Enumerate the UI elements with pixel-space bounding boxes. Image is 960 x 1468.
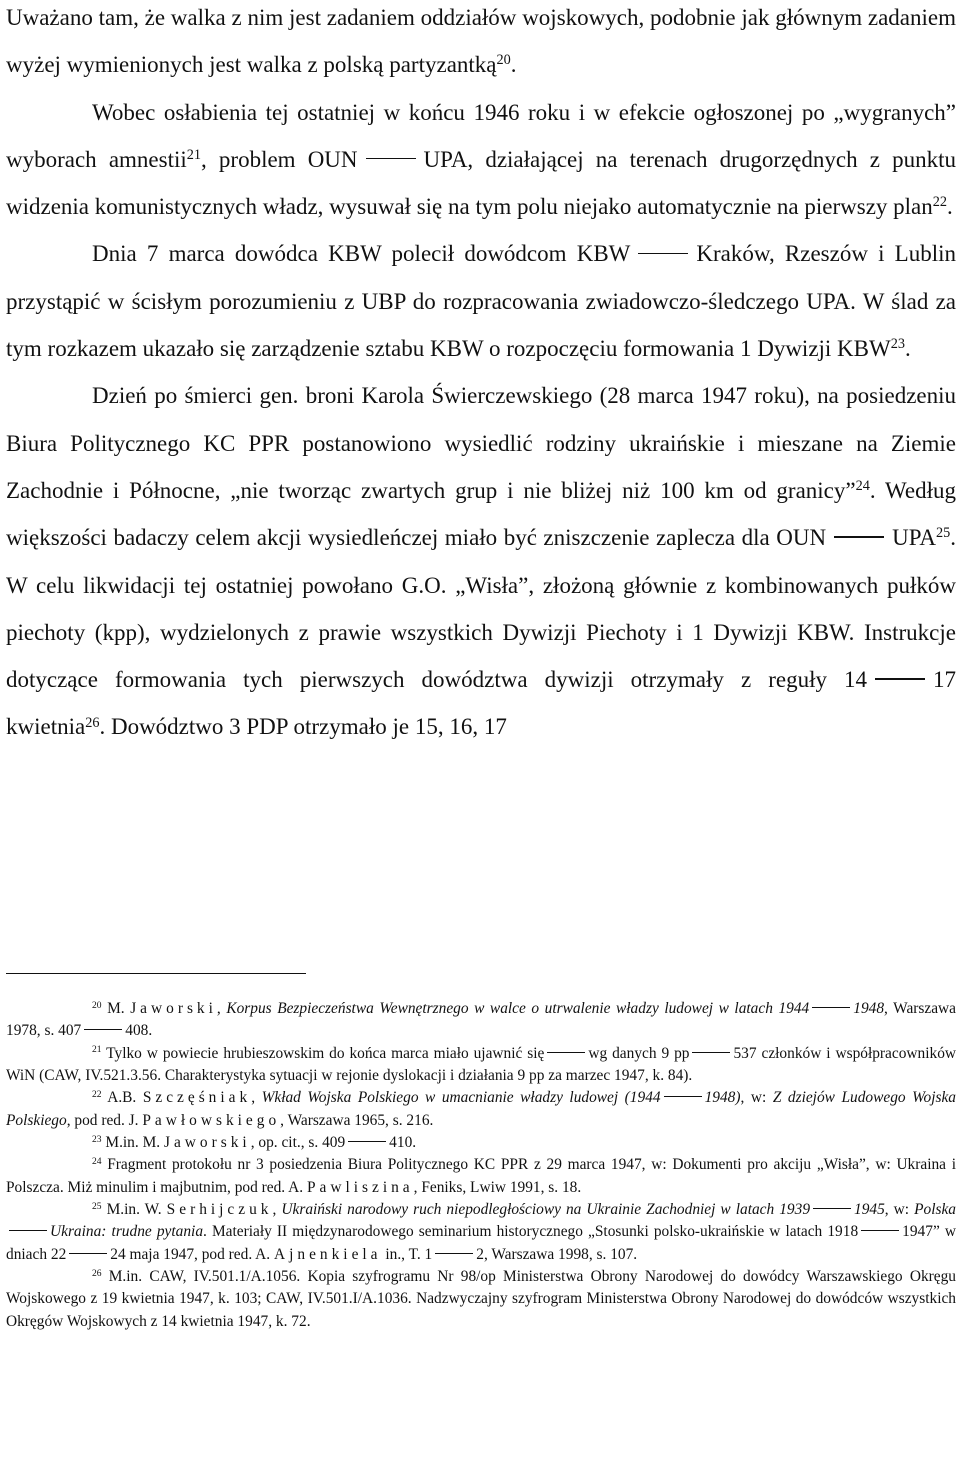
footnote-text: Fragment protokołu nr 3 posiedzenia Biura Politycznego KC PPR z 29 marca 1947, w: Dokumenti pro akciju „Wisła”, w: Ukraina i Polszcza. Miż minulim i majbutnim, pod red. A. xyxy=(6,1156,956,1196)
footnote-text: in., T. 1 xyxy=(381,1245,433,1263)
paragraph-text: . xyxy=(510,52,517,78)
paragraph-text: 17 kwietnia xyxy=(6,667,956,740)
footnote-author: Serhijczuk xyxy=(166,1201,273,1219)
footnote-23 xyxy=(6,1132,956,1154)
footnote-title: Ukraina: trudne pytania xyxy=(50,1223,204,1241)
footnote-text: , xyxy=(251,1089,262,1107)
footnote-number: 26 xyxy=(92,1267,102,1279)
footnote-text: M.in. M. xyxy=(101,1134,164,1152)
footnote-text: M.in. CAW, IV.501.1/A.1056. Kopia szyfrogramu Nr 98/op Ministerstwa Obrony Narodowej do dowódcy Warszawskiego Okręgu Wojskowego z 19 kwietnia 1947, k. 103; CAW, IV.501.I/A.1036. Nadzwyczajny szyfrogram Ministerstwa Obrony Narodowej do dowódców wszystkich Okręgów Wojskowych z 14 kwietnia 1947, k. 72. xyxy=(6,1268,956,1330)
paragraph-1 xyxy=(6,0,956,89)
footnote-title: Ukraiński narodowy ruch niepodległościowy na Ukrainie Zachodniej w latach 1939 xyxy=(281,1201,811,1219)
footnote-text: 2, Warszawa 1998, s. 107. xyxy=(476,1245,638,1263)
footnote-editor: Pawłowskiego xyxy=(142,1111,281,1129)
footnote-21 xyxy=(6,1043,956,1088)
footnote-ref-25[interactable]: 25 xyxy=(936,525,951,542)
footnote-title: Korpus Bezpieczeństwa Wewnętrznego w walce o utrwalenie władzy ludowej w latach 1944 xyxy=(226,1000,810,1017)
em-dash xyxy=(366,158,416,159)
em-dash xyxy=(813,1208,851,1209)
footnote-editor: Pawliszina xyxy=(306,1178,414,1196)
paragraph-text: . Według większości badaczy celem akcji wysiedleńczej miało być zniszczenie zaplecza dla OUN xyxy=(6,477,956,551)
footnote-text: , w: xyxy=(740,1089,773,1107)
em-dash xyxy=(9,1230,47,1231)
footnote-text: M. xyxy=(101,1000,131,1017)
paragraph-text: . Dowództwo 3 PDP otrzymało je 15, 16, 17 xyxy=(99,714,507,740)
paragraph-text: Wobec osłabienia tej ostatniej w końcu 1946 roku i w efekcie ogłoszonej po „wygranych” wyborach amnestii xyxy=(6,99,956,172)
footnote-editor: Ajnenkiela xyxy=(273,1245,382,1263)
em-dash xyxy=(834,536,884,537)
footnote-text: Tylko w powiecie hrubieszowskim do końca marca miało ujawnić się xyxy=(101,1044,545,1062)
footnote-number: 25 xyxy=(92,1200,102,1212)
paragraph-text: Dzień po śmierci gen. broni Karola Świerczewskiego (28 marca 1947 roku), na posiedzeniu Biura Politycznego KC PPR postanowiono wysiedlić rodziny ukraińskie i mieszane na Ziemie Zachodnie i Północne, „nie tworząc zwartych grup i nie bliżej niż 100 km od granicy” xyxy=(6,383,956,503)
footnote-text: 24 maja 1947, pod red. A. xyxy=(110,1245,274,1263)
paragraph-text: . xyxy=(904,336,911,362)
footnote-number: 22 xyxy=(92,1089,102,1101)
footnote-text: M.in. W. xyxy=(101,1201,167,1219)
paragraph-text: , problem OUN xyxy=(201,146,358,172)
footnote-22 xyxy=(6,1087,956,1132)
footnote-ref-21[interactable]: 21 xyxy=(186,147,202,164)
footnote-25 xyxy=(6,1199,956,1266)
document-page xyxy=(6,0,957,1330)
paragraph-text: UPA, działającej na terenach drugorzędnych z punktu widzenia komunistycznych władz, wysuwał się na tym polu niejako automatycznie na pierwszy plan xyxy=(6,146,956,220)
footnote-text: , w: xyxy=(884,1201,915,1219)
footnote-title: 1948 xyxy=(853,1000,885,1017)
paragraph-text: Dnia 7 marca dowódca KBW polecił dowódcom KBW xyxy=(92,241,631,267)
footnote-ref-20[interactable]: 20 xyxy=(496,52,511,69)
footnotes xyxy=(6,998,956,1333)
em-dash xyxy=(84,1029,122,1030)
footnote-26 xyxy=(6,1266,956,1333)
footnote-text: , pod red. J. xyxy=(66,1111,143,1129)
footnote-ref-24[interactable]: 24 xyxy=(855,478,870,495)
paragraph-text: Kraków, Rzeszów i Lublin przystąpić w ścisłym porozumieniu z UBP do rozpracowania zwiadowczo-śledczego UPA. W ślad za tym rozkazem ukazało się zarządzenie sztabu KBW o rozpoczęciu formowania 1 Dywizji KBW xyxy=(6,241,957,362)
footnote-text: wg danych 9 pp xyxy=(588,1044,690,1062)
body-text xyxy=(6,0,956,751)
paragraph-text: UPA xyxy=(892,525,936,551)
footnote-number: 21 xyxy=(92,1044,102,1056)
footnote-text: . Materiały II międzynarodowego seminarium historycznego „Stosunki polsko-ukraińskie w latach 1918 xyxy=(203,1223,859,1241)
footnote-text: , xyxy=(216,1000,227,1017)
footnote-title: Wkład Wojska Polskiego w umacnianie władzy ludowej (1944 xyxy=(261,1089,661,1107)
footnote-20 xyxy=(6,998,956,1043)
footnote-separator xyxy=(6,973,306,974)
footnote-title: Polska xyxy=(914,1201,956,1219)
footnote-text: , op. cit., s. 409 xyxy=(250,1134,346,1152)
footnote-text: , Warszawa 1965, s. 216. xyxy=(280,1111,434,1129)
em-dash xyxy=(638,253,688,254)
footnote-number: 20 xyxy=(92,999,102,1011)
footnote-24 xyxy=(6,1154,956,1199)
paragraph-4 xyxy=(6,372,956,750)
em-dash xyxy=(547,1052,585,1053)
footnote-text: A.B. xyxy=(101,1089,143,1107)
footnote-title: Z dziejów Ludowego Wojska Polskiego xyxy=(6,1089,956,1129)
em-dash xyxy=(69,1253,107,1254)
footnote-ref-22[interactable]: 22 xyxy=(932,194,948,211)
footnote-author: Jaworski xyxy=(163,1134,251,1152)
paragraph-text: Uważano tam, że walka z nim jest zadaniem oddziałów wojskowych, podobnie jak głównym zadaniem wyżej wymienionych jest walka z polską partyzantką xyxy=(6,5,956,78)
footnote-author: Jaworski xyxy=(130,1000,217,1017)
footnote-number: 23 xyxy=(92,1133,102,1145)
footnote-text: 1947” w dniach 22 xyxy=(6,1223,957,1263)
footnote-author: Szczęśniak xyxy=(142,1089,252,1107)
paragraph-2 xyxy=(6,89,956,231)
footnote-title: 1948) xyxy=(704,1089,741,1107)
footnote-text: , Warszawa 1978, s. 407 xyxy=(6,1000,957,1040)
footnote-text: , xyxy=(272,1201,282,1219)
footnote-text: 410. xyxy=(389,1134,417,1152)
em-dash xyxy=(692,1052,730,1053)
footnote-text: 537 członków i współpracowników WiN (CAW, IV.521.3.56. Charakterystyka sytuacji w rejonie dyslokacji i działania 9 pp za marzec 1947, k. 84). xyxy=(6,1044,957,1085)
footnote-text: , Feniks, Lwiw 1991, s. 18. xyxy=(413,1178,582,1196)
em-dash xyxy=(435,1253,473,1254)
footnote-number: 24 xyxy=(92,1156,102,1168)
footnote-text: 408. xyxy=(125,1022,153,1040)
paragraph-text: . xyxy=(947,194,953,220)
footnote-ref-26[interactable]: 26 xyxy=(85,714,100,731)
paragraph-3 xyxy=(6,230,956,372)
em-dash xyxy=(861,1230,899,1231)
paragraph-text: . W celu likwidacji tej ostatniej powołano G.O. „Wisła”, złożoną głównie z kombinowanych pułków piechoty (kpp), wydzielonych z prawie wszystkich Dywizji Piechoty i 1 Dywizji KBW. Instrukcje dotyczące formowania tych pierwszych dowództwa dywizji otrzymały z reguły 14 xyxy=(6,525,956,693)
em-dash xyxy=(664,1096,702,1097)
em-dash xyxy=(348,1141,386,1142)
em-dash xyxy=(875,678,925,679)
em-dash xyxy=(812,1007,850,1008)
footnote-ref-23[interactable]: 23 xyxy=(890,336,905,353)
footnote-title: 1945 xyxy=(854,1201,885,1219)
